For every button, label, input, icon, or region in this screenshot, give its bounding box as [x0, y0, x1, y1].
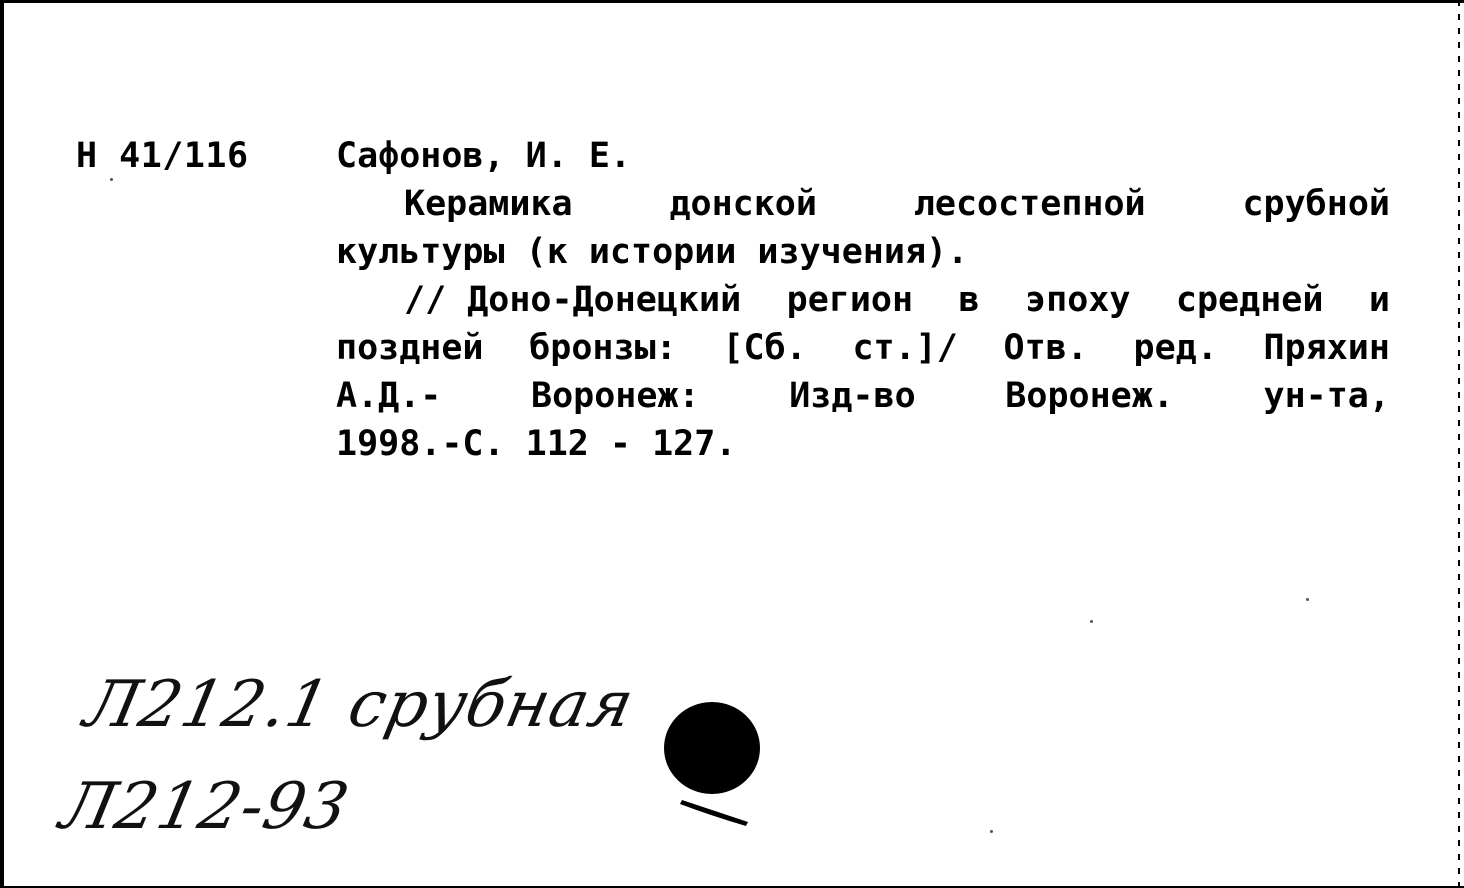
- source-line-2: [336, 324, 1390, 372]
- word: Пряхин: [1263, 328, 1390, 368]
- author: Сафонов, И. Е.: [336, 136, 632, 176]
- word: поздней: [336, 328, 484, 368]
- word: [Сб.: [722, 328, 807, 368]
- word: Изд-во: [789, 376, 916, 416]
- speck: [110, 178, 113, 181]
- bibliographic-entry: [336, 132, 1390, 468]
- card-left-edge: [0, 0, 4, 888]
- word: и: [1368, 280, 1390, 320]
- punch-hole: [662, 700, 766, 826]
- word: ст.]/: [852, 328, 958, 368]
- word: донской: [669, 184, 817, 224]
- word: бронзы:: [529, 328, 677, 368]
- shelfmark: Н 41/116: [76, 136, 249, 176]
- speck: [1090, 620, 1093, 623]
- word: срубной: [1242, 184, 1390, 224]
- word: // Доно-Донецкий: [404, 280, 742, 320]
- handwritten-index: Л212-93: [54, 770, 356, 844]
- word: в: [958, 280, 980, 320]
- speck: [990, 830, 993, 833]
- word: Керамика: [404, 184, 573, 224]
- source-line-1: [336, 276, 1390, 324]
- speck: [1306, 598, 1309, 601]
- word: А.Д.-: [336, 376, 442, 416]
- title-line-1: [336, 180, 1390, 228]
- word: регион: [786, 280, 914, 320]
- word: Воронеж:: [531, 376, 700, 416]
- word: Отв.: [1003, 328, 1088, 368]
- word: ун-та,: [1263, 376, 1390, 416]
- word: лесостепной: [913, 184, 1146, 224]
- word: эпоху: [1025, 280, 1131, 320]
- title-line-2: культуры (к истории изучения).: [336, 232, 969, 272]
- word: Воронеж.: [1005, 376, 1174, 416]
- source-line-3: [336, 372, 1390, 420]
- card-right-edge: [1458, 0, 1460, 888]
- source-line-4: 1998.-С. 112 - 127.: [336, 424, 737, 464]
- handwritten-classification: Л212.1 срубная: [78, 668, 641, 742]
- word: ред.: [1133, 328, 1218, 368]
- card-top-edge: [0, 0, 1464, 3]
- word: средней: [1175, 280, 1324, 320]
